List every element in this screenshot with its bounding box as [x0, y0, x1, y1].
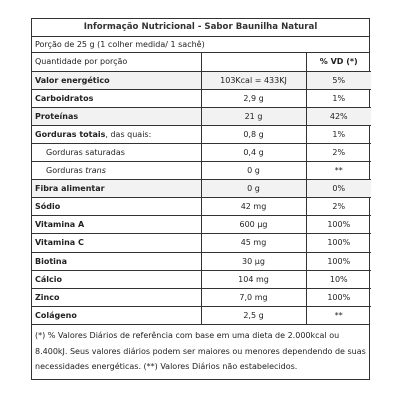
table-row [32, 107, 371, 125]
nutrient-vd: 100% [306, 252, 371, 270]
nutrient-vd: ** [306, 306, 371, 324]
table-row [32, 89, 371, 107]
nutrient-name: Zinco [32, 288, 201, 306]
nutrient-amount: 45 mg [201, 234, 306, 252]
table-row [32, 306, 371, 324]
table-row [32, 198, 371, 216]
header-quantity: Quantidade por porção [35, 57, 128, 67]
nutrient-vd: 2% [306, 143, 371, 161]
table-row [32, 288, 371, 306]
nutrient-name-bold: Gorduras totais [35, 129, 106, 139]
nutrient-name: Vitamina C [32, 234, 201, 252]
table-row [32, 180, 371, 198]
footnote: (*) % Valores Diários de referência com base em uma dieta de 2.000kcal ou 8.400kJ. Seus valores diários podem ser maiores ou menores dependendo de suas necessidades energéticas. (**) Valores Diários não estabelecidos. [32, 324, 369, 379]
nutrient-name-italic: trans [85, 166, 106, 176]
nutrient-name: Valor energético [32, 71, 201, 89]
nutrient-vd: 42% [306, 107, 371, 125]
header-vd: % VD (*) [306, 53, 371, 71]
nutrient-amount: 42 mg [201, 198, 306, 216]
nutrient-amount: 2,9 g [201, 89, 306, 107]
table-row [32, 270, 371, 288]
nutrient-vd: 2% [306, 198, 371, 216]
table-row [32, 162, 371, 180]
nutrient-vd: 10% [306, 270, 371, 288]
nutrient-amount: 0 g [201, 180, 306, 198]
nutrient-name-suffix: , das quais: [105, 129, 152, 139]
table-row [32, 125, 371, 143]
nutrient-amount: 103Kcal = 433KJ [201, 71, 306, 89]
serving-size: Porção de 25 g (1 colher medida/ 1 sachê) [32, 37, 369, 53]
nutrient-name: Vitamina A [32, 216, 201, 234]
nutrient-name: Colágeno [32, 306, 201, 324]
label-title: Informação Nutricional - Sabor Baunilha Natural [32, 19, 369, 37]
nutrient-name [32, 125, 201, 143]
nutrient-amount: 0 g [201, 162, 306, 180]
nutrient-vd: 5% [306, 71, 371, 89]
nutrient-amount: 0,8 g [201, 125, 306, 143]
table-header-row [32, 53, 371, 71]
nutrient-vd: ** [306, 162, 371, 180]
nutrient-vd: 0% [306, 180, 371, 198]
nutrient-name: Sódio [32, 198, 201, 216]
nutrient-vd: 1% [306, 89, 371, 107]
nutrition-table [32, 53, 371, 324]
nutrient-vd: 100% [306, 288, 371, 306]
nutrition-facts-label [31, 18, 370, 380]
table-row [32, 234, 371, 252]
table-row [32, 252, 371, 270]
nutrient-name: Biotina [32, 252, 201, 270]
table-row [32, 143, 371, 161]
nutrient-amount: 30 µg [201, 252, 306, 270]
nutrient-amount: 21 g [201, 107, 306, 125]
nutrient-amount: 2,5 g [201, 306, 306, 324]
nutrient-amount: 600 µg [201, 216, 306, 234]
header-amount [201, 53, 306, 71]
nutrient-name-prefix: Gorduras [46, 166, 86, 176]
nutrient-vd: 100% [306, 234, 371, 252]
table-row [32, 71, 371, 89]
table-row [32, 216, 371, 234]
nutrient-name [32, 162, 201, 180]
nutrient-amount: 104 mg [201, 270, 306, 288]
nutrient-amount: 7,0 mg [201, 288, 306, 306]
nutrient-vd: 1% [306, 125, 371, 143]
nutrient-name: Carboidratos [32, 89, 201, 107]
nutrient-vd: 100% [306, 216, 371, 234]
nutrient-name: Proteínas [32, 107, 201, 125]
nutrient-name: Gorduras saturadas [32, 143, 201, 161]
nutrient-name: Fibra alimentar [32, 180, 201, 198]
nutrient-amount: 0,4 g [201, 143, 306, 161]
nutrient-name: Cálcio [32, 270, 201, 288]
